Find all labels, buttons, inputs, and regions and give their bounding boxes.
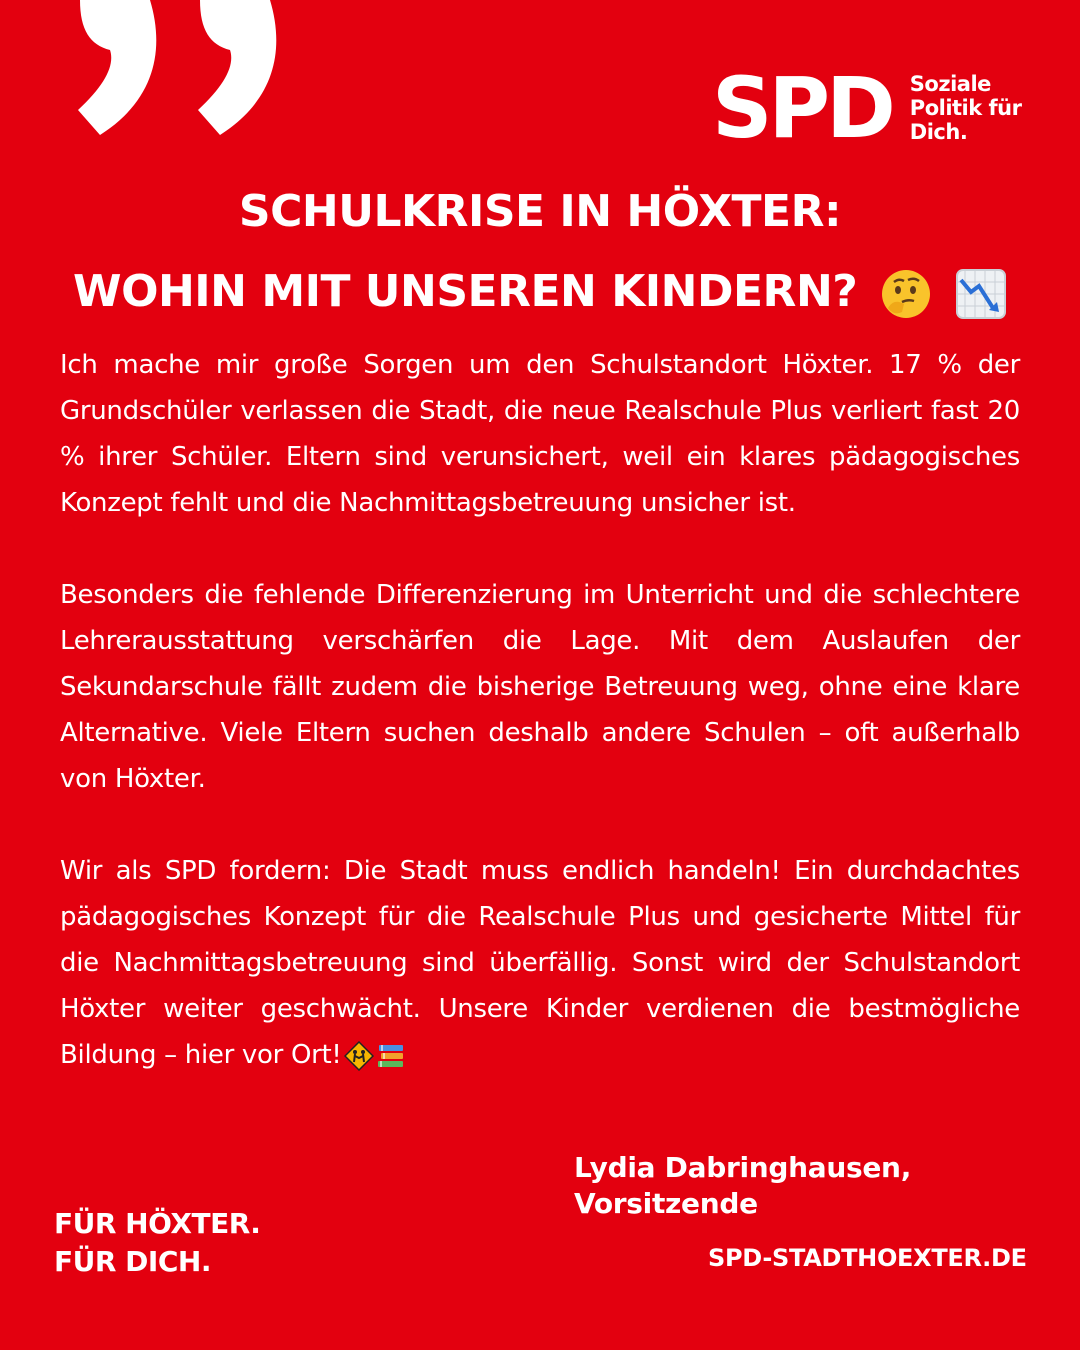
headline-line-2-text: WOHIN MIT UNSEREN KINDERN? (73, 266, 858, 317)
signature-role: Vorsitzende (574, 1187, 758, 1220)
paragraph: Ich mache mir große Sorgen um den Schulstandort Höxter. 17 % der Grundschüler verlassen die Stadt, die neue Realschule Plus verliert fast 20 % ihrer Schüler. Eltern sind verunsichert, weil ein klares pädagogisches Konzept fehlt und die Nachmittagsbetreuung unsicher ist. (60, 350, 1020, 518)
website-url: SPD-STADTHOEXTER.DE (708, 1244, 1027, 1272)
logo-tagline-line: Dich. (909, 120, 968, 144)
slogan-line-2: FÜR DICH. (54, 1245, 211, 1278)
logo-wordmark: SPD (712, 59, 892, 157)
paragraph: Besonders die fehlende Differenzierung im Unterricht und die schlechtere Lehrerausstattung verschärfen die Lage. Mit dem Auslaufen der Sekundarschule fällt zudem die bisherige Betreuung weg, ohne eine klare Alternative. Viele Eltern suchen deshalb andere Schulen – oft außerhalb von Höxter. (60, 580, 1020, 794)
signature (574, 1150, 911, 1222)
spd-logo (712, 59, 1022, 157)
books-icon (376, 1041, 406, 1071)
logo-tagline-line: Politik für (909, 96, 1022, 120)
logo-tagline-line: Soziale (909, 72, 991, 96)
headline-line-1: SCHULKRISE IN HÖXTER: (238, 186, 842, 237)
children-crossing-icon (344, 1041, 374, 1071)
headline-line-2 (0, 252, 1080, 332)
thinking-face-icon (880, 268, 932, 320)
slogan-line-1: FÜR HÖXTER. (54, 1207, 261, 1240)
headline (0, 172, 1080, 332)
chart-decreasing-icon (955, 268, 1007, 320)
paragraph-last (60, 848, 1020, 1078)
signature-name: Lydia Dabringhausen, (574, 1151, 912, 1184)
article-body (60, 342, 1020, 1078)
paragraph-text: Wir als SPD fordern: Die Stadt muss endlich handeln! Ein durchdachtes pädagogisches Konzept für die Realschule Plus und gesicherte Mittel für die Nachmittagsbetreuung sind überfällig. Sonst wird der Schulstandort Höxter weiter geschwächt. Unsere Kinder verdienen die bestmögliche Bildung – hier vor Ort! (60, 856, 1020, 1070)
slogan (54, 1205, 260, 1281)
logo-tagline (910, 72, 1022, 144)
closing-quote-icon (70, 0, 300, 140)
